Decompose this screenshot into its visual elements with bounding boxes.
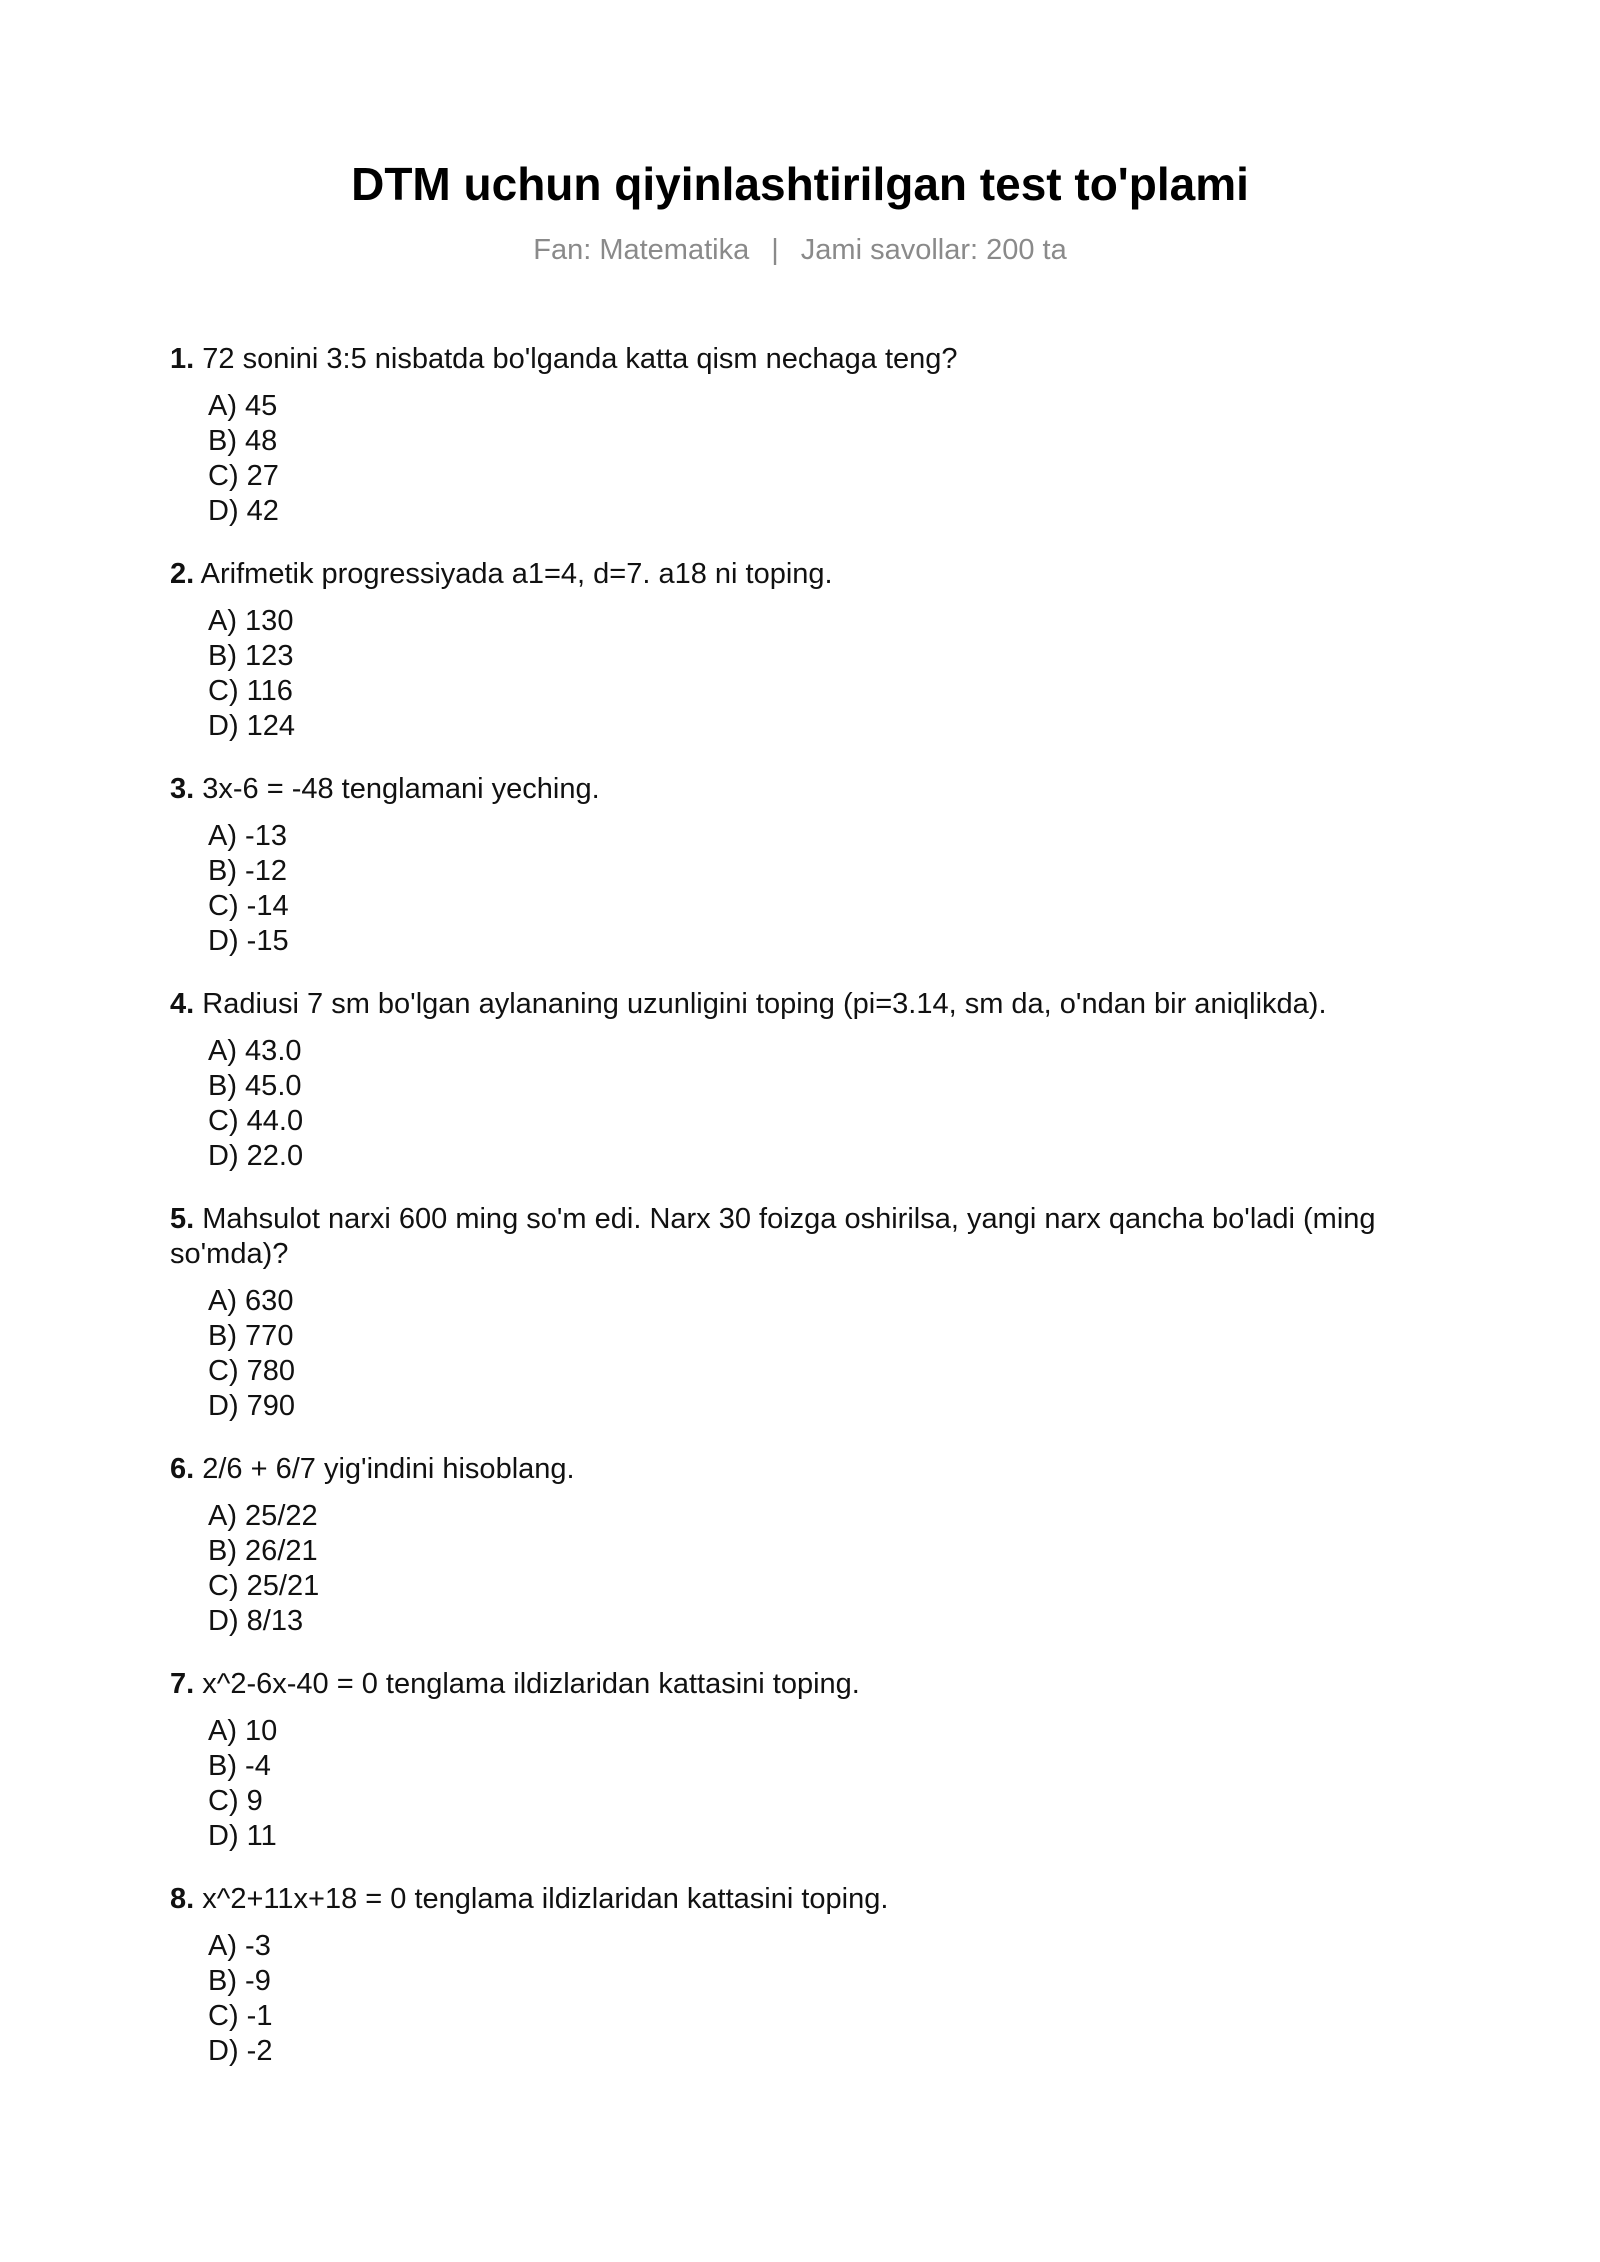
option-b: B) 45.0 bbox=[208, 1070, 302, 1102]
question-2 bbox=[170, 557, 1430, 744]
answer-options bbox=[170, 819, 1430, 959]
option-d: D) 124 bbox=[208, 710, 296, 742]
option-a: A) 130 bbox=[208, 605, 294, 637]
question-text bbox=[170, 987, 1430, 1022]
question-body: Radiusi 7 sm bo'lgan aylananing uzunligini toping (pi=3.14, sm da, o'ndan bir aniqlikda). bbox=[202, 988, 1327, 1020]
answer-options bbox=[170, 1714, 1430, 1854]
question-5 bbox=[170, 1202, 1430, 1424]
subject-label: Fan: Matematika bbox=[533, 234, 750, 266]
answer-options bbox=[170, 1929, 1430, 2069]
option-a: A) 25/22 bbox=[208, 1500, 318, 1532]
question-text bbox=[170, 772, 1430, 807]
question-text bbox=[170, 557, 1430, 592]
option-c: C) -14 bbox=[208, 890, 289, 922]
option-b: B) 770 bbox=[208, 1320, 294, 1352]
option-a: A) 630 bbox=[208, 1285, 294, 1317]
total-questions-label: Jami savollar: 200 ta bbox=[800, 234, 1067, 266]
document-meta bbox=[0, 232, 1600, 268]
answer-options bbox=[170, 1034, 1430, 1174]
option-d: D) 22.0 bbox=[208, 1140, 304, 1172]
option-b: B) 48 bbox=[208, 425, 278, 457]
meta-separator: | bbox=[771, 234, 779, 266]
question-text bbox=[170, 1882, 1430, 1917]
option-a: A) 10 bbox=[208, 1715, 278, 1747]
question-7 bbox=[170, 1667, 1430, 1854]
option-d: D) 11 bbox=[208, 1820, 277, 1852]
option-b: B) -4 bbox=[208, 1750, 271, 1782]
answer-options bbox=[170, 604, 1430, 744]
answer-options bbox=[170, 1284, 1430, 1424]
option-b: B) 123 bbox=[208, 640, 294, 672]
question-text bbox=[170, 1202, 1430, 1272]
question-text bbox=[170, 1452, 1430, 1487]
option-a: A) 45 bbox=[208, 390, 278, 422]
question-number: 7. bbox=[170, 1668, 195, 1700]
question-6 bbox=[170, 1452, 1430, 1639]
question-text bbox=[170, 1667, 1430, 1702]
question-body: x^2-6x-40 = 0 tenglama ildizlaridan kattasini toping. bbox=[202, 1668, 860, 1700]
option-d: D) -2 bbox=[208, 2035, 273, 2067]
answer-options bbox=[170, 1499, 1430, 1639]
option-c: C) 116 bbox=[208, 675, 293, 707]
option-b: B) -9 bbox=[208, 1965, 271, 1997]
question-number: 3. bbox=[170, 773, 195, 805]
option-d: D) -15 bbox=[208, 925, 289, 957]
question-text bbox=[170, 342, 1430, 377]
question-body: 72 sonini 3:5 nisbatda bo'lganda katta qism nechaga teng? bbox=[202, 343, 958, 375]
option-d: D) 42 bbox=[208, 495, 279, 527]
option-c: C) 27 bbox=[208, 460, 279, 492]
question-body: x^2+11x+18 = 0 tenglama ildizlaridan kattasini toping. bbox=[202, 1883, 889, 1915]
option-c: C) -1 bbox=[208, 2000, 273, 2032]
option-a: A) -13 bbox=[208, 820, 287, 852]
question-number: 6. bbox=[170, 1453, 195, 1485]
option-c: C) 780 bbox=[208, 1355, 296, 1387]
question-list bbox=[170, 342, 1430, 2097]
question-number: 5. bbox=[170, 1203, 195, 1235]
question-body: Arifmetik progressiyada a1=4, d=7. a18 ni toping. bbox=[200, 558, 833, 590]
question-number: 1. bbox=[170, 343, 195, 375]
option-d: D) 790 bbox=[208, 1390, 296, 1422]
question-1 bbox=[170, 342, 1430, 529]
question-number: 8. bbox=[170, 1883, 195, 1915]
question-body: Mahsulot narxi 600 ming so'm edi. Narx 30 foizga oshirilsa, yangi narx qancha bo'ladi (ming so'mda)? bbox=[170, 1203, 1376, 1270]
question-number: 2. bbox=[170, 558, 195, 590]
option-d: D) 8/13 bbox=[208, 1605, 304, 1637]
option-b: B) -12 bbox=[208, 855, 287, 887]
question-body: 2/6 + 6/7 yig'indini hisoblang. bbox=[202, 1453, 575, 1485]
question-4 bbox=[170, 987, 1430, 1174]
question-8 bbox=[170, 1882, 1430, 2069]
option-c: C) 25/21 bbox=[208, 1570, 320, 1602]
question-3 bbox=[170, 772, 1430, 959]
question-body: 3x-6 = -48 tenglamani yeching. bbox=[202, 773, 600, 805]
option-b: B) 26/21 bbox=[208, 1535, 318, 1567]
answer-options bbox=[170, 389, 1430, 529]
option-c: C) 44.0 bbox=[208, 1105, 304, 1137]
document-title: DTM uchun qiyinlashtirilgan test to'plami bbox=[351, 158, 1249, 210]
option-c: C) 9 bbox=[208, 1785, 263, 1817]
question-number: 4. bbox=[170, 988, 195, 1020]
option-a: A) 43.0 bbox=[208, 1035, 302, 1067]
option-a: A) -3 bbox=[208, 1930, 271, 1962]
